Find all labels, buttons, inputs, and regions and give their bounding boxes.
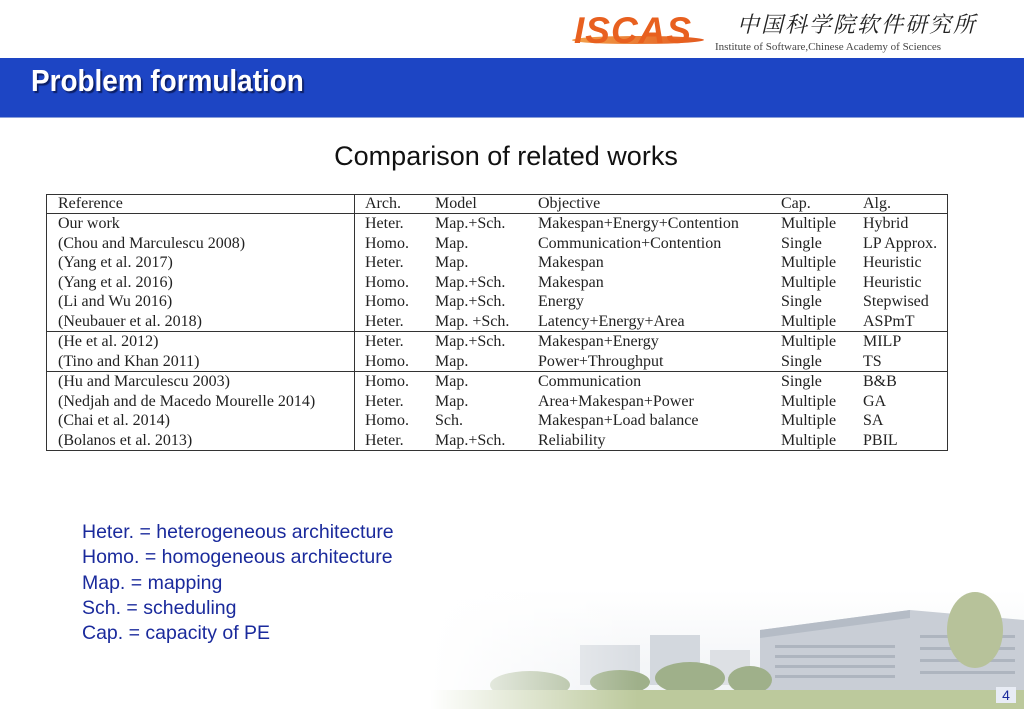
table-row bbox=[47, 372, 948, 392]
reference-cell: Our work bbox=[47, 214, 355, 234]
alg-cell: LP Approx. bbox=[863, 234, 938, 252]
alg-cell: Heuristic bbox=[863, 273, 922, 291]
model-cell: Map. bbox=[435, 392, 469, 410]
legend-item: Sch. = scheduling bbox=[82, 596, 237, 619]
table-row bbox=[47, 392, 948, 412]
abbreviation-legend bbox=[82, 520, 394, 646]
alg-cell: B&B bbox=[863, 373, 897, 390]
arch-cell: Heter. bbox=[365, 254, 404, 271]
alg-cell: GA bbox=[863, 392, 887, 410]
arch-cell: Homo. bbox=[365, 293, 409, 310]
objective-cell: Reliability bbox=[538, 431, 606, 449]
cap-cell: Multiple bbox=[781, 273, 837, 291]
model-cell: Map. bbox=[424, 352, 527, 372]
table-row bbox=[47, 234, 948, 254]
header-objective: Objective bbox=[527, 195, 770, 214]
model-cell: Map. bbox=[435, 234, 469, 252]
header-model: Model bbox=[424, 195, 527, 214]
objective-cell: Energy bbox=[538, 293, 584, 310]
alg-cell: ASPmT bbox=[852, 312, 948, 332]
iscas-logo bbox=[572, 10, 712, 52]
header-arch: Arch. bbox=[355, 195, 425, 214]
cap-cell: Multiple bbox=[781, 392, 837, 410]
reference-cell: (Neubauer et al. 2018) bbox=[47, 312, 355, 332]
cap-cell: Multiple bbox=[781, 333, 837, 350]
table-row bbox=[47, 332, 948, 352]
table-header-row bbox=[47, 195, 948, 214]
arch-cell: Heter. bbox=[365, 431, 404, 449]
objective-cell: Power+Throughput bbox=[527, 352, 770, 372]
slide-header bbox=[0, 0, 1024, 58]
alg-cell: MILP bbox=[863, 333, 902, 350]
objective-cell: Makespan+Energy+Contention bbox=[538, 215, 739, 232]
institute-name-english: Institute of Software,Chinese Academy of Sciences bbox=[715, 41, 942, 53]
cap-cell: Multiple bbox=[781, 431, 837, 449]
arch-cell: Heter. bbox=[355, 312, 425, 332]
legend-item: Cap. = capacity of PE bbox=[82, 622, 271, 645]
table-row bbox=[47, 253, 948, 273]
legend-item: Homo. = homogeneous architecture bbox=[82, 546, 393, 569]
reference-cell: (Tino and Khan 2011) bbox=[47, 352, 355, 372]
objective-cell: Latency+Energy+Area bbox=[527, 312, 770, 332]
model-cell: Map. bbox=[435, 373, 469, 390]
header-reference: Reference bbox=[47, 195, 355, 214]
cap-cell: Multiple bbox=[781, 412, 837, 429]
cap-cell: Multiple bbox=[781, 254, 837, 271]
table-row bbox=[47, 312, 948, 332]
objective-cell: Area+Makespan+Power bbox=[538, 392, 694, 410]
alg-cell: Stepwised bbox=[863, 293, 929, 310]
objective-cell: Makespan bbox=[538, 273, 604, 291]
model-cell: Map.+Sch. bbox=[435, 431, 506, 449]
legend-item: Heter. = heterogeneous architecture bbox=[82, 521, 394, 543]
cap-cell: Multiple bbox=[781, 215, 837, 232]
reference-cell: (Yang et al. 2016) bbox=[47, 273, 355, 293]
slide-subtitle: Comparison of related works bbox=[334, 141, 678, 171]
model-cell: Map. bbox=[435, 254, 469, 271]
arch-cell: Heter. bbox=[365, 392, 404, 410]
arch-cell: Heter. bbox=[365, 215, 404, 232]
reference-cell: (Nedjah and de Macedo Mourelle 2014) bbox=[47, 392, 355, 412]
reference-cell: (Chou and Marculescu 2008) bbox=[47, 234, 355, 254]
objective-cell: Communication+Contention bbox=[538, 234, 722, 252]
arch-cell: Homo. bbox=[365, 273, 409, 291]
page-number: 4 bbox=[996, 687, 1016, 703]
objective-cell: Makespan bbox=[538, 254, 604, 271]
reference-cell: (Li and Wu 2016) bbox=[47, 292, 355, 312]
model-cell: Map.+Sch. bbox=[435, 333, 506, 350]
alg-cell: PBIL bbox=[863, 431, 898, 449]
arch-cell: Homo. bbox=[355, 352, 425, 372]
arch-cell: Heter. bbox=[365, 333, 404, 350]
comparison-table bbox=[46, 194, 948, 451]
arch-cell: Homo. bbox=[365, 373, 409, 390]
alg-cell: TS bbox=[852, 352, 948, 372]
legend-item: Map. = mapping bbox=[82, 571, 223, 594]
arch-cell: Homo. bbox=[365, 412, 409, 429]
objective-cell: Communication bbox=[538, 373, 642, 390]
reference-cell: (Chai et al. 2014) bbox=[47, 411, 355, 431]
table-body bbox=[47, 214, 948, 451]
campus-building-backdrop bbox=[430, 590, 1024, 709]
slide-title: Problem formulation bbox=[31, 63, 304, 98]
model-cell: Map.+Sch. bbox=[435, 293, 506, 310]
institute-name-chinese: 中国科学院软件研究所 bbox=[737, 13, 978, 38]
alg-cell: Heuristic bbox=[863, 254, 922, 271]
table-row bbox=[47, 431, 948, 451]
table-row bbox=[47, 214, 948, 234]
alg-cell: Hybrid bbox=[863, 215, 909, 232]
cap-cell: Single bbox=[781, 234, 822, 252]
reference-cell: (Yang et al. 2017) bbox=[47, 253, 355, 273]
header-cap: Cap. bbox=[770, 195, 852, 214]
reference-cell: (Bolanos et al. 2013) bbox=[47, 431, 355, 451]
objective-cell: Makespan+Energy bbox=[538, 333, 659, 350]
reference-cell: (He et al. 2012) bbox=[47, 332, 355, 352]
cap-cell: Single bbox=[781, 293, 822, 310]
table-row bbox=[47, 352, 948, 372]
model-cell: Map.+Sch. bbox=[435, 215, 506, 232]
table-row bbox=[47, 292, 948, 312]
cap-cell: Single bbox=[781, 373, 822, 390]
objective-cell: Makespan+Load balance bbox=[538, 412, 699, 429]
header-alg: Alg. bbox=[852, 195, 948, 214]
model-cell: Map. +Sch. bbox=[424, 312, 527, 332]
reference-cell: (Hu and Marculescu 2003) bbox=[47, 372, 355, 392]
model-cell: Map.+Sch. bbox=[435, 273, 506, 291]
alg-cell: SA bbox=[863, 412, 884, 429]
table-row bbox=[47, 411, 948, 431]
cap-cell: Multiple bbox=[770, 312, 852, 332]
table-row bbox=[47, 273, 948, 293]
arch-cell: Homo. bbox=[365, 234, 409, 252]
logo-text: ISCAS bbox=[574, 10, 693, 51]
model-cell: Sch. bbox=[435, 412, 463, 429]
cap-cell: Single bbox=[770, 352, 852, 372]
